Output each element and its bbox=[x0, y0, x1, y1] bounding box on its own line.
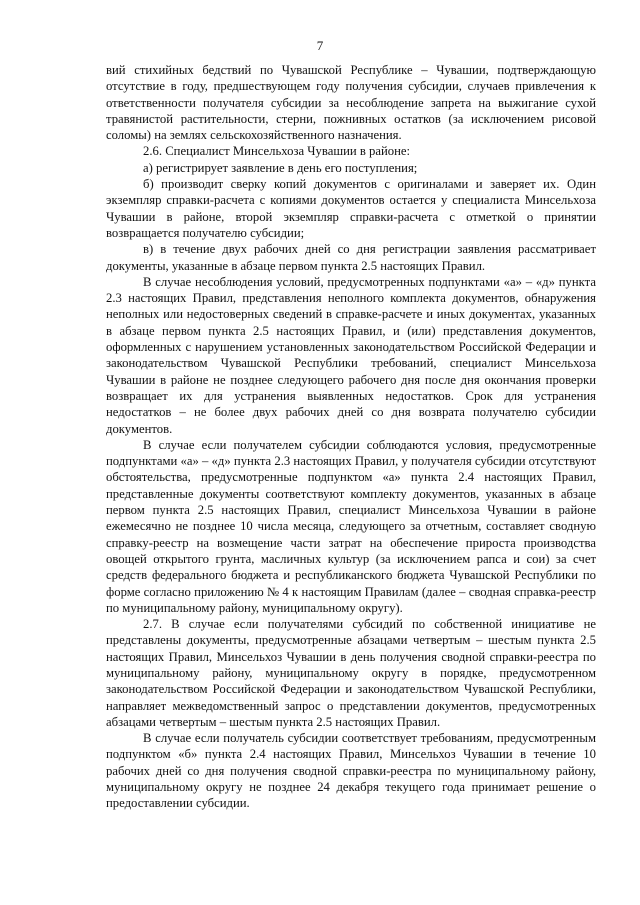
paragraph-continuation: вий стихийных бедствий по Чувашской Республике – Чувашии, подтверждающую отсутствие в году, предшествующем году получения субсидии, случаев привлечения к ответственности получателя субсидии за несоблюдение запрета на выжигание сухой травянистой растительности, стерни, пожнивных остатков (за исключением рисовой соломы) на землях сельскохозяйственного назначения. bbox=[106, 63, 596, 143]
paragraph-item-a: а) регистрирует заявление в день его поступления; bbox=[143, 160, 418, 175]
paragraph-item-b: б) производит сверку копий документов с оригиналами и заверяет их. Один экземпляр справки-расчета с копиями документов остается у специалиста Минсельхоза Чувашии в районе, второй экземпляр справки-расчета с отметкой о принятии возвращается получателю субсидии; bbox=[106, 177, 596, 240]
paragraph-decision: В случае если получатель субсидии соответствует требованиям, предусмотренным подпунктом «б» пункта 2.4 настоящих Правил, Минсельхоз Чувашии в течение 10 рабочих дней со дня получения сводной справки-реестра по муниципальному району, муниципальному округу не позднее 24 декабря текущего года принимает решение о предоставлении субсидии. bbox=[106, 731, 596, 811]
paragraph-compliance: В случае если получателем субсидии соблюдаются условия, предусмотренные подпунктами «а» – «д» пункта 2.3 настоящих Правил, у получателя субсидии отсутствуют обстоятельства, предусмотренные подпунктом «а» пункта 2.4 настоящих Правил, представленные документы соответствуют комплекту документов, указанных в абзаце первом пункта 2.5 настоящих Правил, специалист Минсельхоза Чувашии в районе ежемесячно не позднее 10 числа месяца, следующего за отчетным, составляет сводную справку-реестр на возмещение части затрат на обеспечение прироста производства овощей открытого грунта, масличных культур (за исключением рапса и сои) за счет средств федерального бюджета и республиканского бюджета Чувашской Республики по форме согласно приложению № 4 к настоящим Правилам (далее – сводная справка-реестр по муниципальному району, муниципальному округу). bbox=[106, 437, 596, 615]
paragraph-item-v: в) в течение двух рабочих дней со дня регистрации заявления рассматривает документы, указанные в абзаце первом пункта 2.5 настоящих Правил. bbox=[106, 242, 596, 273]
paragraph-section-2-7: 2.7. В случае если получателями субсидий по собственной инициативе не представлены документы, предусмотренные абзацами четвертым – шестым пункта 2.5 настоящих Правил, Минсельхоз Чувашии в день получения сводной справки-реестра по муниципальному району, муниципальному округу в порядке, предусмотренном законодательством Российской Федерации и законодательством Чувашской Республики, направляет межведомственный запрос о представлении документов, предусмотренных абзацами четвертым – шестым пункта 2.5 настоящих Правил. bbox=[106, 617, 596, 729]
paragraph-noncompliance: В случае несоблюдения условий, предусмотренных подпунктами «а» – «д» пункта 2.3 настоящих Правил, представления неполного комплекта документов, обнаружения неполных или недостоверных сведений в справке-расчете и иных документах, указанных в абзаце первом пункта 2.5 настоящих Правил, и (или) представления документов, оформленных с нарушением установленных законодательством Российской Федерации и законодательством Чувашской Республики требований, специалист Минсельхоза Чувашии в районе не позднее следующего рабочего дня после дня окончания проверки возвращает их для устранения выявленных недостатков. Срок для устранения недостатков – не более двух рабочих дней со дня возврата получателю субсидии документов. bbox=[106, 274, 596, 436]
document-body bbox=[106, 62, 596, 812]
page-number: 7 bbox=[316, 38, 324, 53]
paragraph-section-2-6: 2.6. Специалист Минсельхоза Чувашии в районе: bbox=[143, 144, 411, 159]
